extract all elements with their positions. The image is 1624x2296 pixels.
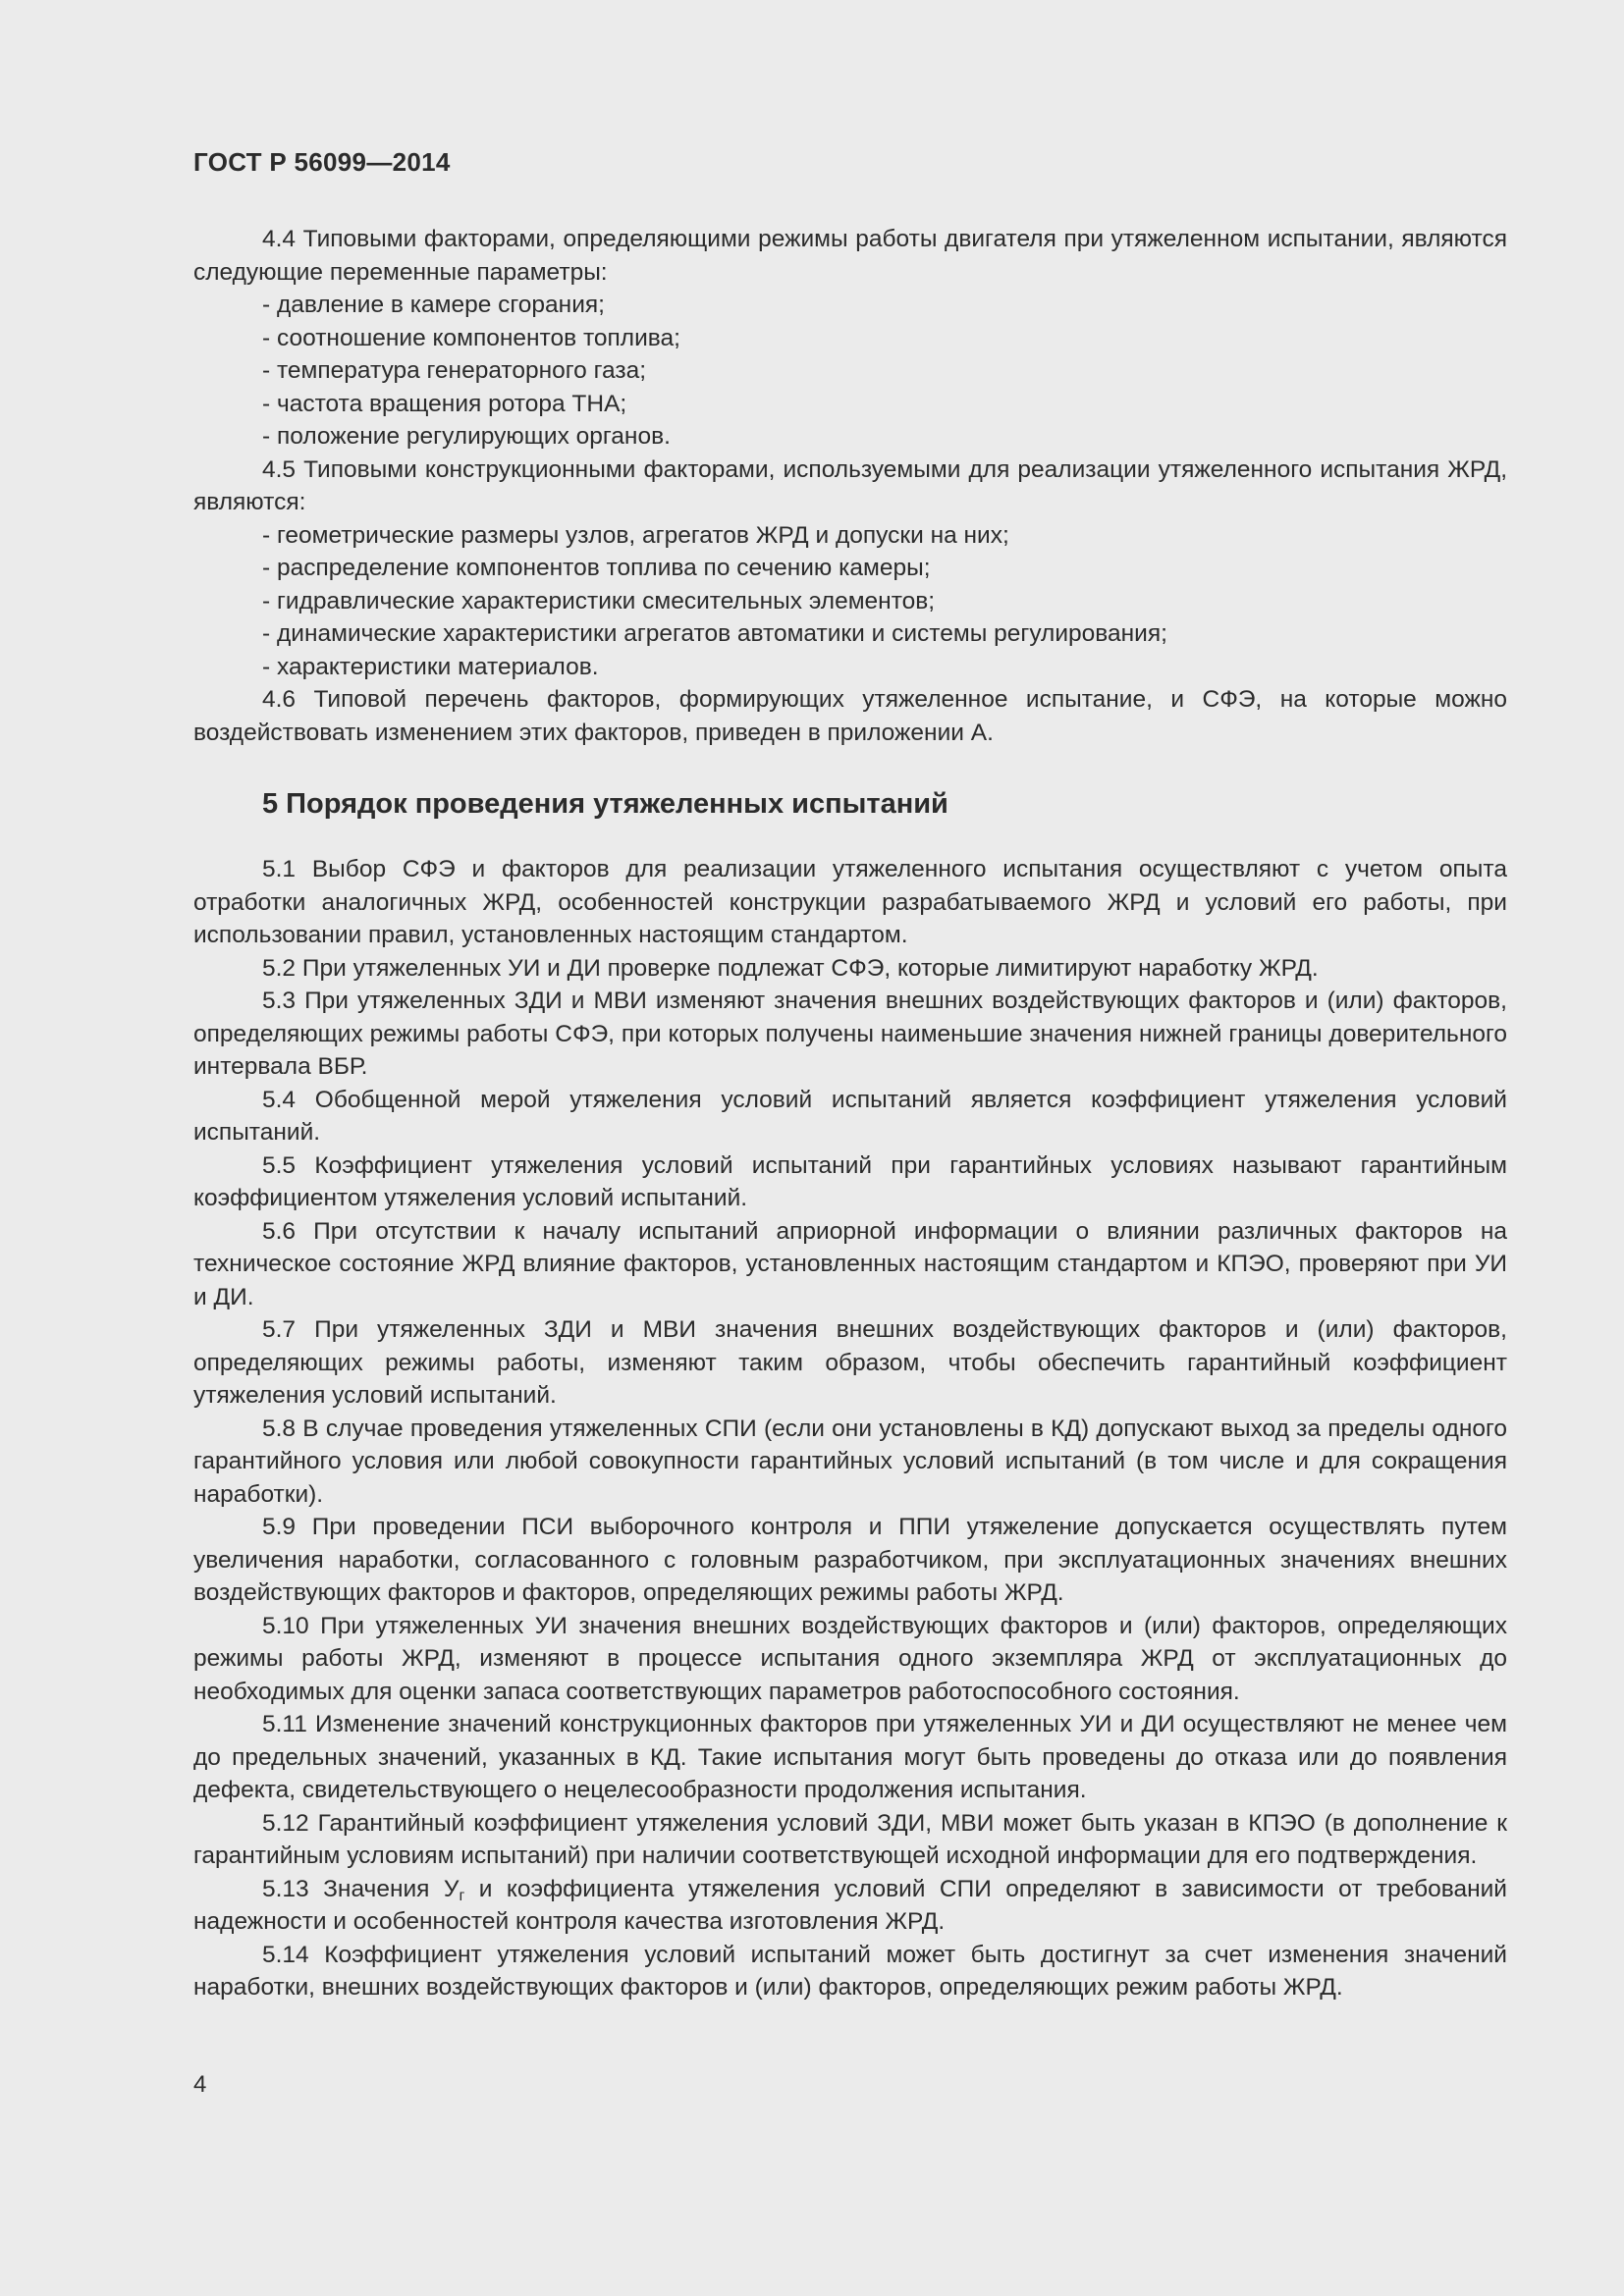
paragraph-5-8: 5.8 В случае проведения утяжеленных СПИ (если они установлены в КД) допускают выход за пределы одного гарантийного условия или любой совокупности гарантийных условий испытаний (в том числе и для сокращения наработки). bbox=[193, 1415, 1507, 1508]
paragraph-5-13 bbox=[193, 1873, 1507, 1939]
list-item: - температура генераторного газа; bbox=[262, 357, 647, 384]
paragraph-5-3: 5.3 При утяжеленных ЗДИ и МВИ изменяют значения внешних воздействующих факторов и (или) факторов, определяющих режимы работы СФЭ, при которых получены наименьшие значения нижней границы доверительного интервала ВБР. bbox=[193, 988, 1507, 1080]
section-5-body bbox=[193, 853, 1507, 2004]
paragraph-4-4: 4.4 Типовыми факторами, определяющими режимы работы двигателя при утяжеленном испытании, являются следующие переменные параметры: bbox=[193, 226, 1507, 286]
paragraph-5-5: 5.5 Коэффициент утяжеления условий испытаний при гарантийных условиях называют гарантийным коэффициентом утяжеления условий испытаний. bbox=[193, 1151, 1507, 1211]
document-header: ГОСТ Р 56099—2014 bbox=[193, 147, 451, 177]
list-item: - гидравлические характеристики смесительных элементов; bbox=[262, 587, 936, 614]
paragraph-5-12: 5.12 Гарантийный коэффициент утяжеления условий ЗДИ, МВИ может быть указан в КПЭО (в дополнение к гарантийным условиям испытаний) при наличии соответствующей исходной информации для его подтверждения. bbox=[193, 1809, 1507, 1869]
paragraph-5-14: 5.14 Коэффициент утяжеления условий испытаний может быть достигнут за счет изменения значений наработки, внешних воздействующих факторов и (или) факторов, определяющих режим работы ЖРД. bbox=[193, 1941, 1507, 2001]
list-item: - характеристики материалов. bbox=[262, 653, 599, 680]
list-item: - давление в камере сгорания; bbox=[262, 292, 605, 318]
paragraph-5-13-end: и коэффициента утяжеления условий СПИ определяют в зависимости от требований надежности и особенностей контроля качества изготовления ЖРД. bbox=[193, 1875, 1507, 1935]
list-item: - геометрические размеры узлов, агрегатов ЖРД и допуски на них; bbox=[262, 521, 1009, 549]
section-4-body bbox=[193, 223, 1507, 749]
section-5-title: 5 Порядок проведения утяжеленных испытаний bbox=[262, 788, 948, 820]
list-item: - положение регулирующих органов. bbox=[262, 423, 671, 450]
subscript-g: г bbox=[459, 1887, 465, 1904]
paragraph-5-10: 5.10 При утяжеленных УИ значения внешних воздействующих факторов и (или) факторов, определяющих режимы работы ЖРД, изменяют в процессе испытания одного экземпляра ЖРД от эксплуатационных до необходимых для оценки запаса соответствующих параметров работоспособного состояния. bbox=[193, 1612, 1507, 1705]
list-item: - распределение компонентов топлива по сечению камеры; bbox=[262, 555, 931, 581]
paragraph-5-7: 5.7 При утяжеленных ЗДИ и МВИ значения внешних воздействующих факторов и (или) факторов, определяющих режимы работы, изменяют таким образом, чтобы обеспечить гарантийный коэффициент утяжеления условий испытаний. bbox=[193, 1316, 1507, 1409]
paragraph-5-13-start: 5.13 Значения У bbox=[262, 1875, 460, 1902]
list-item: - соотношение компонентов топлива; bbox=[262, 324, 680, 351]
paragraph-5-1: 5.1 Выбор СФЭ и факторов для реализации утяжеленного испытания осуществляют с учетом опыта отработки аналогичных ЖРД, особенностей конструкции разрабатываемого ЖРД и условий его работы, при использовании правил, установленных настоящим стандартом. bbox=[193, 856, 1507, 948]
paragraph-5-4: 5.4 Обобщенной мерой утяжеления условий испытаний является коэффициент утяжеления условий испытаний. bbox=[193, 1086, 1507, 1146]
paragraph-4-5: 4.5 Типовыми конструкционными факторами, используемыми для реализации утяжеленного испытания ЖРД, являются: bbox=[193, 455, 1507, 515]
paragraph-5-11: 5.11 Изменение значений конструкционных факторов при утяжеленных УИ и ДИ осуществляют не менее чем до предельных значений, указанных в КД. Такие испытания могут быть проведены до отказа или до появления дефекта, свидетельствующего о нецелесообразности продолжения испытания. bbox=[193, 1711, 1507, 1803]
list-item: - динамические характеристики агрегатов автоматики и системы регулирования; bbox=[262, 620, 1167, 647]
page-number: 4 bbox=[193, 2071, 207, 2098]
paragraph-4-6: 4.6 Типовой перечень факторов, формирующих утяжеленное испытание, и СФЭ, на которые можно воздействовать изменением этих факторов, приведен в приложении А. bbox=[193, 686, 1507, 746]
paragraph-5-6: 5.6 При отсутствии к началу испытаний априорной информации о влиянии различных факторов на техническое состояние ЖРД влияние факторов, установленных настоящим стандартом и КПЭО, проверяют при УИ и ДИ. bbox=[193, 1217, 1507, 1310]
list-item: - частота вращения ротора ТНА; bbox=[262, 390, 627, 417]
paragraph-5-2: 5.2 При утяжеленных УИ и ДИ проверке подлежат СФЭ, которые лимитируют наработку ЖРД. bbox=[262, 954, 1319, 982]
paragraph-5-9: 5.9 При проведении ПСИ выборочного контроля и ППИ утяжеление допускается осуществлять путем увеличения наработки, согласованного с головным разработчиком, при эксплуатационных значениях внешних воздействующих факторов и факторов, определяющих режимы работы ЖРД. bbox=[193, 1514, 1507, 1606]
